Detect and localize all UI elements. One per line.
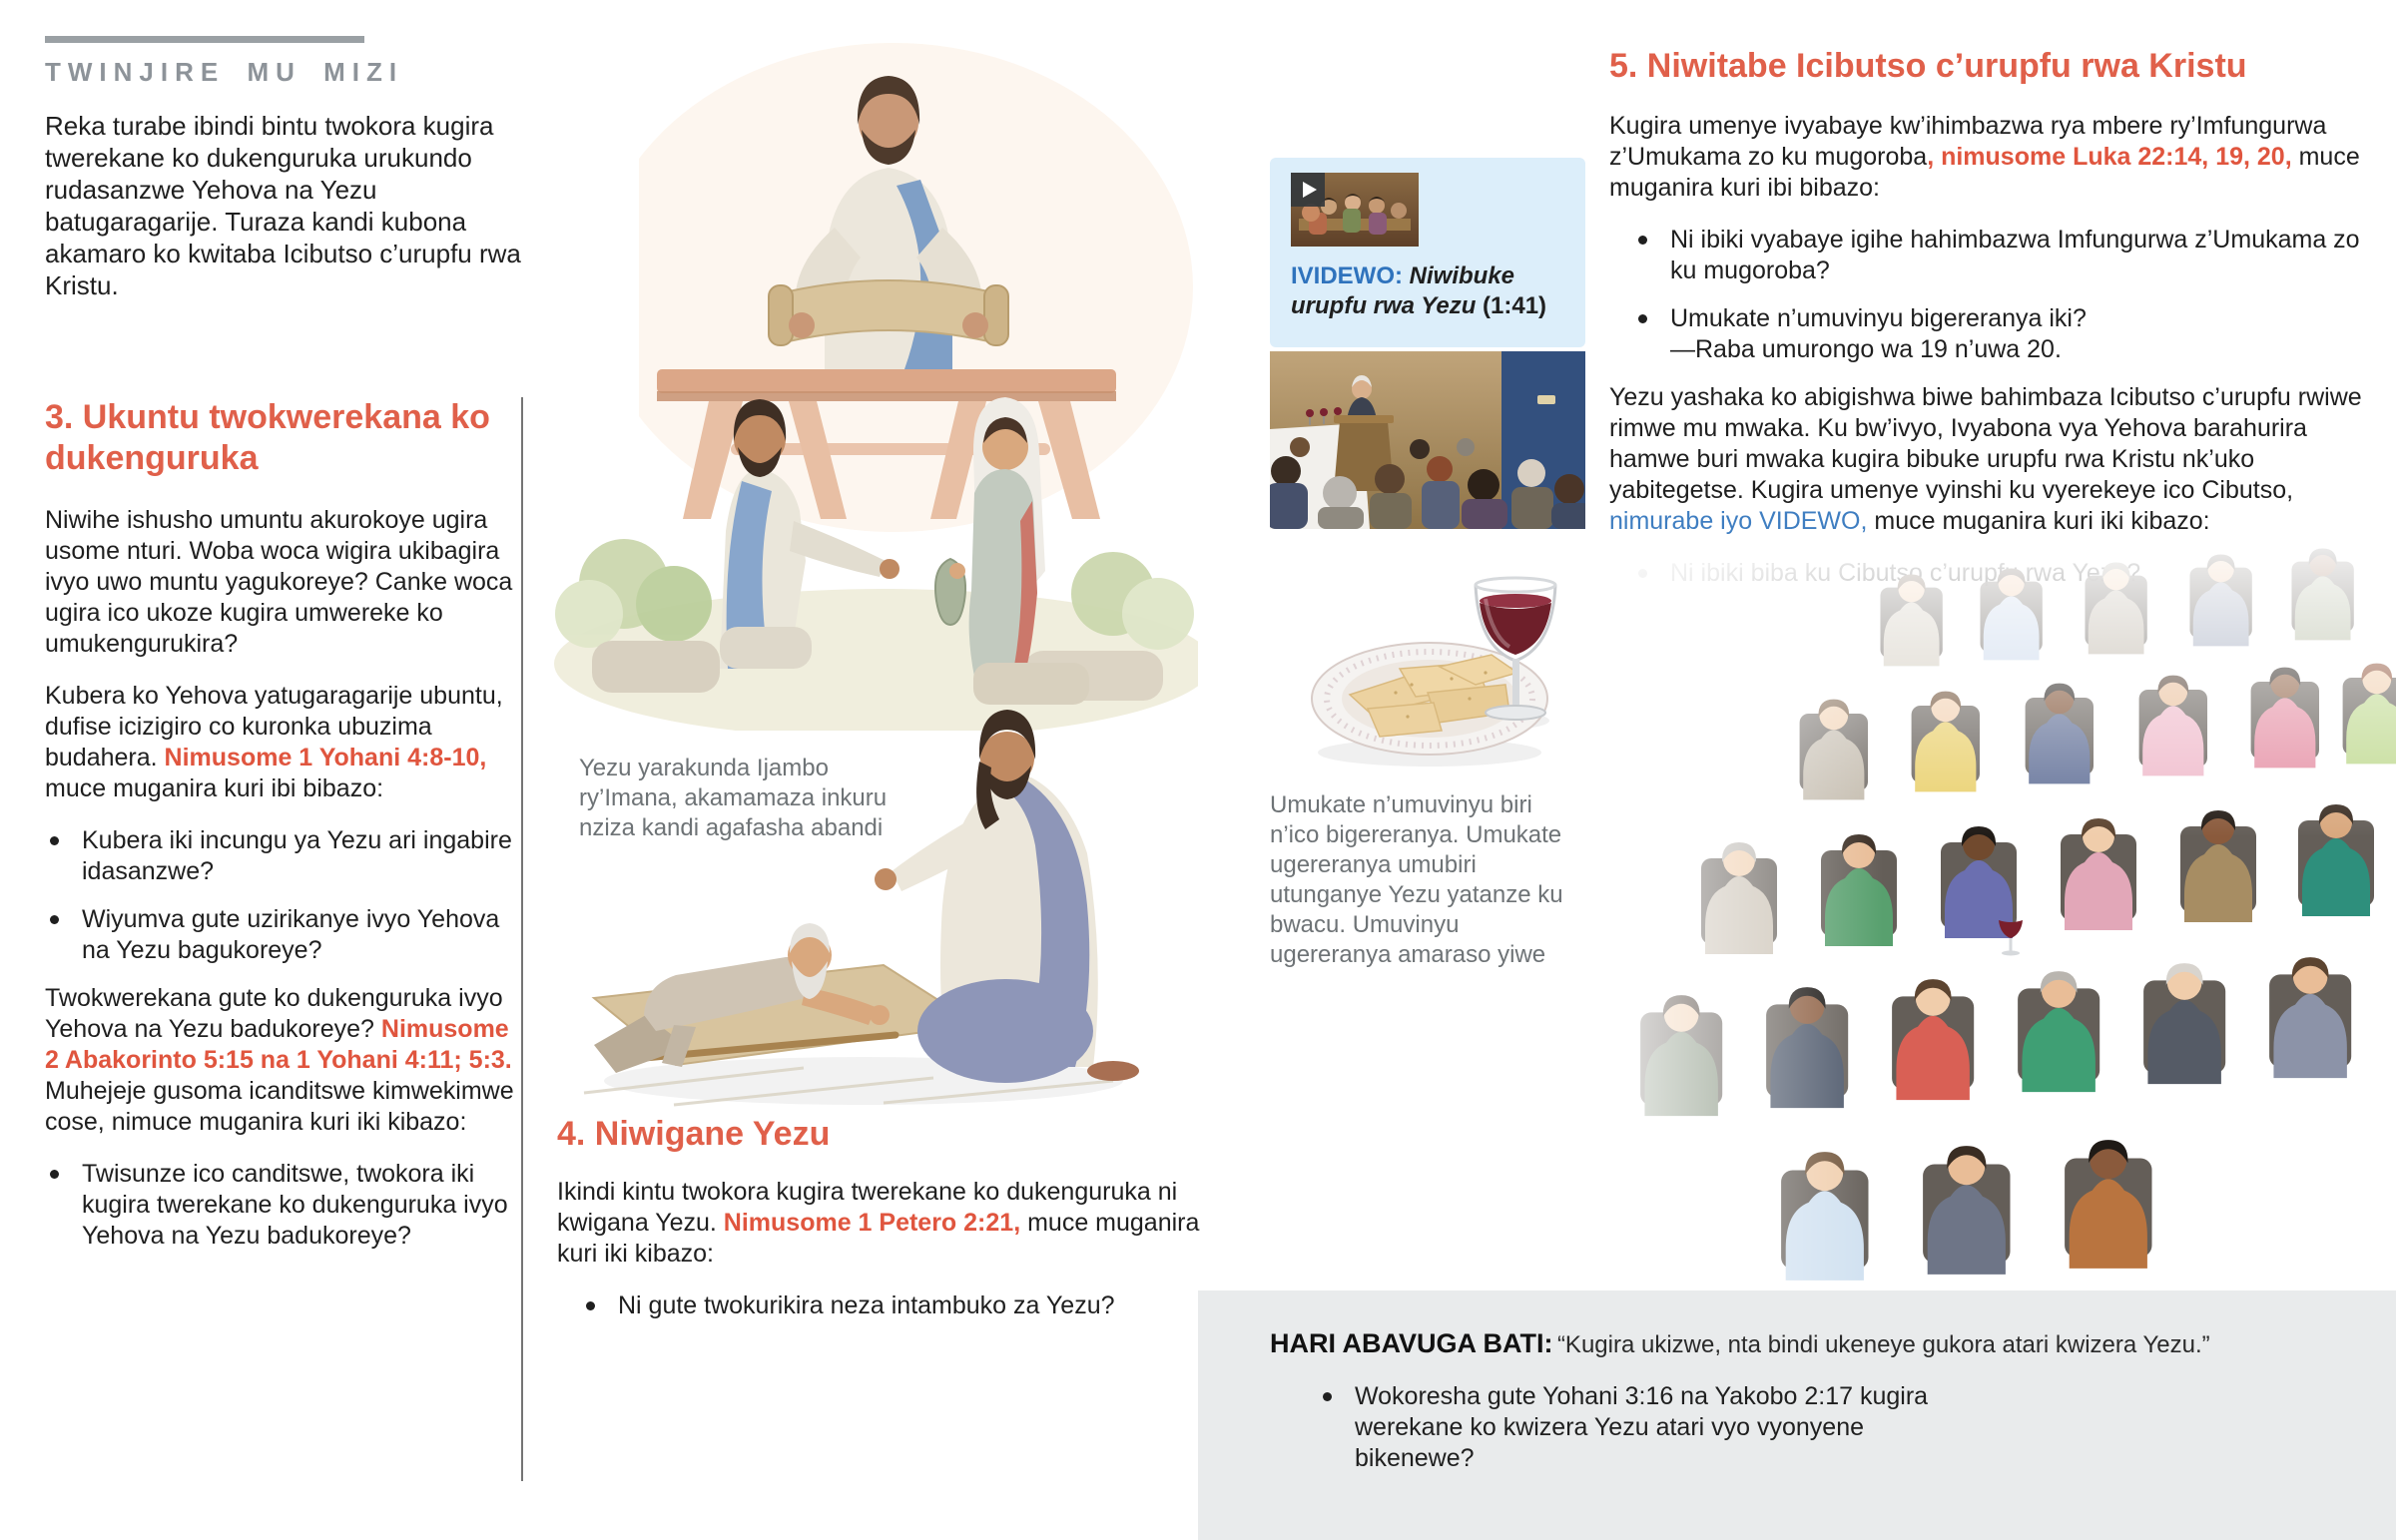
section-5 [1609,46,2374,606]
question-note: —Raba umurongo wa 19 n’uwa 20. [1670,335,2062,363]
question-item: Twisunze ico canditswe, twokora iki kugira twerekane ko dukenguruka ivyo Yehova na Yezu badukoreye? [45,1159,522,1252]
section3-question-list-1 [45,825,522,966]
intro-paragraph: Reka turabe ibindi bintu twokora kugira twerekane ko dukenguruka urukundo rudasanzwe Yehova na Yezu batugaragarije. Turaza kandi kubona akamaro ko kwitaba Icibutso c’urupfu rwa Kristu. [45,111,521,300]
question-item: Wokoresha gute Yohani 3:16 na Yakobo 2:17 kugira werekane ko kwizera Yezu atari vyo vyonyene bikenewe? [1318,1381,1957,1474]
section3-paragraph-2 [45,681,522,804]
paragraph-text: Yezu yashaka ko abigishwa biwe bahimbaza Icibutso c’urupfu rwiwe rimwe mu mwaka. Ku bw’ivyo, Ivyabona vya Yehova barahurira hamwe buri mwaka kugira bibuke urupfu rwa Kristu nk’uko yabitegetse. Kugira umenye vyinshi ku vyerekeye ico Cibutso, [1609,383,2362,504]
video-caption [1291,261,1568,321]
video-link[interactable]: nimurabe iyo VIDEWO, [1609,507,1868,535]
section5-heading: 5. Niwitabe Icibutso c’urupfu rwa Kristu [1609,47,2247,85]
kicker-rule [45,36,364,43]
scripture-link[interactable]: Nimusome 1 Yohani 4:8-10, [164,744,487,771]
video-box [1270,158,1585,347]
paragraph-text: Muhejeje gusoma icanditswe kimwekimwe cose, nimuce muganira kuri iki kibazo: [45,1077,514,1136]
section3-question-list-2 [45,1159,522,1252]
section3-paragraph-1: Niwihe ishusho umuntu akurokoye ugira usome nturi. Woba woca wigira ukibagira ivyo uwo muntu yagukoreye? Canke woca ugira ico ukoze kugira umwereke ko umukengurukira? [45,506,513,658]
sayings-question-list [1318,1381,1957,1474]
paragraph-text: Kugira umenye ivyabaye kw’ihimbazwa rya mbere ry’Imfungurwa z’Umukama zo ku mugoroba [1609,112,2327,171]
section-3 [45,397,522,1269]
lesson-kicker: TWINJIRE MU MIZI [45,57,404,87]
paragraph-text: Ikindi kintu twokora kugira twerekane ko dukenguruka ni kwigana Yezu. [557,1178,1178,1237]
some-people-say-content [1270,1328,2348,1491]
section5-question-list-1 [1633,225,2374,365]
section4-heading: 4. Niwigane Yezu [557,1115,831,1153]
scripture-link[interactable]: Nimusome 2 Abakorinto 5:15 na 1 Yohani 4:11; 5:3. [45,1015,512,1074]
video-title[interactable]: Niwibuke urupfu rwa Yezu [1291,262,1515,319]
scripture-link[interactable]: , nimusome Luka 22:14, 19, 20, [1927,143,2292,171]
lesson-header [45,36,522,301]
section3-paragraph-3 [45,983,522,1138]
bread-and-wine-illustration [1280,547,1579,784]
illustration-jesus-helping-sick-man [554,664,1198,1115]
memorial-audience-illustration [1569,535,2396,1290]
question-item: Kubera iki incungu ya Yezu ari ingabire idasanzwe? [45,825,522,887]
paragraph-text: Twokwerekana gute ko dukenguruka ivyo Yehova na Yezu badukoreye? [45,984,503,1043]
paragraph-text: muce muganira kuri ibi bibazo: [1609,143,2360,202]
section5-paragraph-2 [1609,382,2374,537]
section-4 [557,1114,1228,1338]
some-people-say-box [1198,1290,2396,1540]
section4-paragraph [557,1177,1228,1270]
video-label[interactable]: IVIDEWO: [1291,262,1403,289]
section3-heading: 3. Ukuntu twokwerekana ko dukenguruka [45,398,490,477]
paragraph-text: Kubera ko Yehova yatugaragarije ubuntu, dufise icizigiro co kuronka ubuzima budahera. [45,682,503,771]
memorial-meeting-photo [1270,351,1585,529]
illustration-caption-jesus-ministry: Yezu yarakunda Ijambo ry’Imana, akamamaza inkuru nziza kandi agafasha abandi [579,755,888,841]
question-item: Ni ibiki vyabaye igihe hahimbazwa Imfungurwa z’Umukama zo ku mugoroba? [1633,225,2374,286]
section5-paragraph-1 [1609,111,2374,204]
scripture-link[interactable]: Nimusome 1 Petero 2:21, [723,1209,1021,1237]
claim-quote: “Kugira ukizwe, nta bindi ukeneye gukora atari kwizera Yezu.” [1556,1331,2210,1358]
paragraph-text: muce muganira kuri iki kibazo: [557,1209,1200,1268]
video-thumbnail[interactable] [1291,173,1419,247]
claim-line [1270,1328,2348,1359]
claim-label: HARI ABAVUGA BATI: [1270,1328,1553,1358]
column-divider [521,397,523,1481]
section4-question-list [557,1290,1228,1321]
question-item: Umukate n’umuvinyu bigereranya iki? —Raba umurongo wa 19 n’uwa 20. [1633,303,2374,365]
video-duration: (1:41) [1483,292,1547,319]
question-item: Wiyumva gute uzirikanye ivyo Yehova na Yezu bagukoreye? [45,904,522,966]
question-item: Ni gute twokurikira neza intambuko za Yezu? [581,1290,1228,1321]
paragraph-text: muce muganira kuri ibi bibazo: [45,774,384,802]
bread-wine-caption: Umukate n’umuvinyu biri n’ico bigereranya. Umukate ugereranya umubiri utunganye Yezu yatanze ku bwacu. Umuvinyu ugereranya amaraso yiwe [1270,791,1563,968]
paragraph-text: muce muganira kuri iki kibazo: [1867,507,2210,535]
